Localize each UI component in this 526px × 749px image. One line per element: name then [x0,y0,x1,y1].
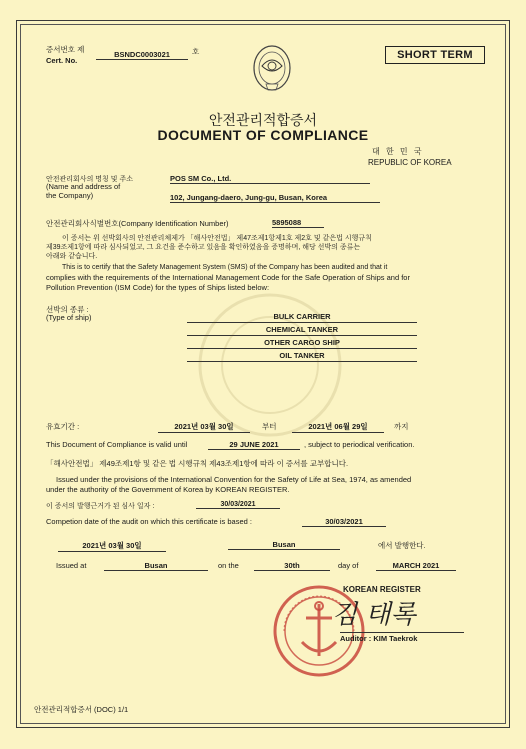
ship-type-item: BULK CARRIER [187,311,417,323]
certify-en-2: complies with the requirements of the International Management Code for the Safe Operation of Ships and for [46,273,410,282]
validity-until-word: 까지 [394,422,409,431]
cert-no-label-ko: 증서번호 제 [46,45,85,54]
company-label-ko: 안전관리회사의 명칭 및 주소 [46,176,133,183]
issued-at-label: Issued at [56,561,87,570]
issue-basis-en-1: Issued under the provisions of the International Convention for the Safety of Life at Sea, 1974, as amended [56,475,412,484]
ship-type-item: OTHER CARGO SHIP [187,337,417,349]
country-korean: 대 한 민 국 [372,147,424,156]
country-english: REPUBLIC OF KOREA [368,158,452,167]
ship-type-item: CHEMICAL TANKER [187,324,417,336]
ship-type-label-en: (Type of ship) [46,313,92,322]
validity-to: 2021년 06월 29일 [292,421,384,433]
issued-place-ko: Busan [228,540,340,550]
watermark-emblem-icon [120,290,420,440]
title-english: DOCUMENT OF COMPLIANCE [157,127,369,143]
company-name: POS SM Co., Ltd. [170,174,370,184]
validity-label-ko: 유효기간 : [46,422,80,431]
audit-label-en: Competion date of the audit on which this certificate is based : [46,517,252,526]
short-term-badge: SHORT TERM [385,46,485,64]
validity-en-prefix: This Document of Compliance is valid until [46,440,188,449]
auditor-name: Auditor : KIM Taekrok [340,632,464,643]
issued-month: MARCH 2021 [376,561,456,571]
national-emblem-icon [248,42,296,96]
cert-no-suffix: 호 [192,47,200,56]
certify-ko-2: 제39조제1항에 따라 심사되었고, 그 요건을 준수하고 있음을 확인하였음을 증명하며, 해당 선박의 종류는 [46,244,361,251]
register-org: KOREAN REGISTER [343,585,421,594]
title-korean: 안전관리적합증서 [208,112,318,128]
validity-en-date: 29 JUNE 2021 [208,440,300,450]
ship-type-item: OIL TANKER [187,350,417,362]
audit-label-ko: 이 증서의 발행근거가 된 심사 일자 : [46,503,155,510]
issued-on-the: on the [218,561,239,570]
company-id-label: 안전관리회사식별번호(Company Identification Number) [46,219,229,228]
validity-to-word: 부터 [262,422,277,431]
issued-suffix-ko: 에서 발행한다. [378,541,426,550]
certify-ko-3: 아래와 같습니다. [46,253,98,260]
company-label-en-2: the Company) [46,191,94,200]
issue-basis-en-2: under the authority of the Government of Korea by KOREAN REGISTER. [46,485,290,494]
issued-date-ko: 2021년 03월 30일 [58,540,166,552]
certify-ko-1: 이 증서는 위 선박회사의 안전관리체제가 「해사안전법」 제47조제1항제1호 제2호 및 같은법 시행규칙 [62,235,372,242]
certify-en-1: This is to certify that the Safety Management System (SMS) of the Company has been audited and that it [62,264,388,271]
footer-doc-label: 안전관리적합증서 (DOC) 1/1 [34,705,129,714]
audit-date-ko: 30/03/2021 [196,501,280,509]
auditor-signature: 김 태록 [332,600,416,630]
audit-date-en: 30/03/2021 [302,517,386,527]
validity-from: 2021년 03월 30일 [158,421,250,433]
issued-at-place: Busan [104,561,208,571]
company-address: 102, Jungang-daero, Jung-gu, Busan, Korea [170,193,380,203]
company-id-value: 5895088 [272,218,324,228]
certify-en-3: Pollution Prevention (ISM Code) for the types of Ships listed below: [46,283,270,292]
issued-day: 30th [254,561,330,571]
cert-no-label-en: Cert. No. [46,56,78,65]
company-label-en-1: (Name and address of [46,182,121,191]
issue-basis-ko: 「해사안전법」 제49조제1항 및 같은 법 시행규칙 제43조제1항에 따라 이 증서를 교부합니다. [46,459,349,468]
ship-type-label-ko: 선박의 종류 : [46,305,89,314]
validity-en-suffix: , subject to periodical verification. [304,440,415,449]
issued-day-of: day of [338,561,359,570]
cert-no-value: BSNDC0003021 [96,50,188,60]
